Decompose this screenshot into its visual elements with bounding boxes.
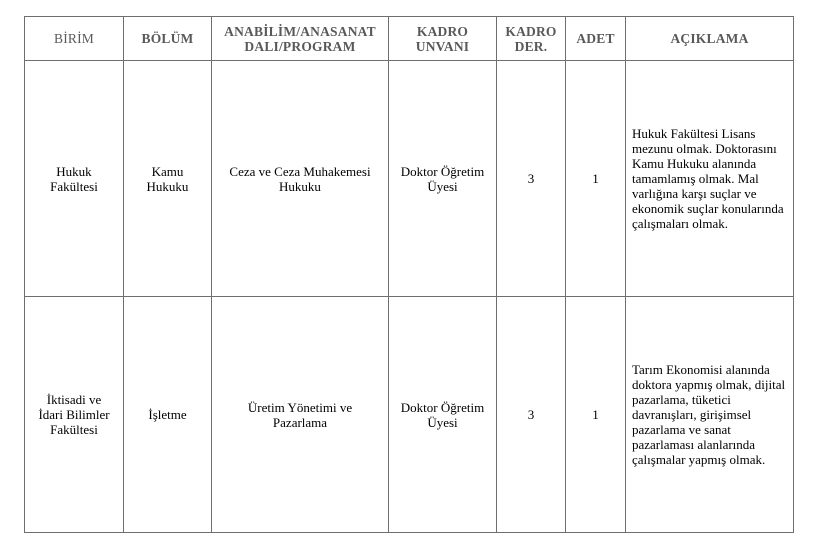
cell-derece: 3 xyxy=(497,61,566,297)
cell-bolum: Kamu Hukuku xyxy=(124,61,212,297)
cell-anabilim: Üretim Yönetimi ve Pazarlama xyxy=(212,297,389,533)
header-aciklama: AÇIKLAMA xyxy=(626,17,794,61)
cell-adet: 1 xyxy=(566,297,626,533)
header-bolum: BÖLÜM xyxy=(124,17,212,61)
cell-bolum: İşletme xyxy=(124,297,212,533)
table-row xyxy=(25,61,794,297)
cell-aciklama: Tarım Ekonomisi alanında doktora yapmış olmak, dijital pazarlama, tüketici davranışları, girişimsel pazarlama ve sanat pazarlaması alanlarında çalışmalar yapmış olmak. xyxy=(626,297,794,533)
cell-birim: Hukuk Fakültesi xyxy=(25,61,124,297)
cell-derece: 3 xyxy=(497,297,566,533)
cell-unvan: Doktor Öğretim Üyesi xyxy=(389,61,497,297)
cell-birim: İktisadi ve İdari Bilimler Fakültesi xyxy=(25,297,124,533)
header-row xyxy=(25,17,794,61)
header-adet: ADET xyxy=(566,17,626,61)
table-row xyxy=(25,297,794,533)
cell-unvan: Doktor Öğretim Üyesi xyxy=(389,297,497,533)
cell-adet: 1 xyxy=(566,61,626,297)
cell-anabilim: Ceza ve Ceza Muhakemesi Hukuku xyxy=(212,61,389,297)
header-birim: BİRİM xyxy=(25,17,124,61)
header-anabilim: ANABİLİM/ANASANAT DALI/PROGRAM xyxy=(212,17,389,61)
header-kadro-unvani: KADRO UNVANI xyxy=(389,17,497,61)
cell-aciklama: Hukuk Fakültesi Lisans mezunu olmak. Doktorasını Kamu Hukuku alanında tamamlamış olmak. Mal varlığına karşı suçlar ve ekonomik suçlar konularında çalışmaları olmak. xyxy=(626,61,794,297)
cadre-table xyxy=(24,16,794,533)
header-kadro-der: KADRO DER. xyxy=(497,17,566,61)
